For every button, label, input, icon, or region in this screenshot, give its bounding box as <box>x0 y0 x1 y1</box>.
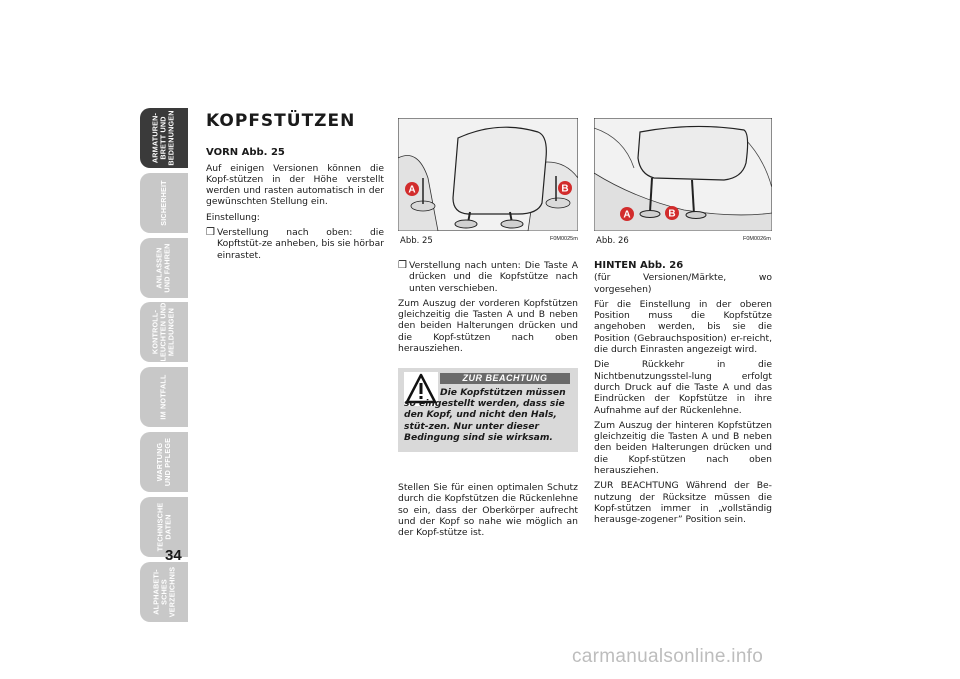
tab-label: IM NOTFALL <box>159 374 168 420</box>
figure-caption: Abb. 25 <box>400 236 433 246</box>
section-title: KOPFSTÜTZEN <box>206 111 356 131</box>
label-b: B <box>561 183 569 195</box>
paragraph: Zum Auszug der vorderen Kopfstützen gleichzeitig die Tasten A und B neben den beiden Halterungen drücken und die Kopf-stützen nach oben herausziehen. <box>398 297 578 355</box>
subsection-title: VORN Abb. 25 <box>206 147 285 159</box>
warning-heading: ZUR BEACHTUNG <box>440 373 570 384</box>
column-1 <box>206 111 384 261</box>
checkbox-bullet-icon: ❒ <box>398 260 407 271</box>
tab-wartung[interactable] <box>140 432 188 492</box>
warning-box <box>398 368 578 452</box>
paragraph: Auf einigen Versionen können die Kopf-stützen in der Höhe verstellt werden und rasten automatisch in der gewünschten Stellung ein. <box>206 162 384 208</box>
watermark: carmanualsonline.info <box>572 646 764 667</box>
figure-code: F0M0025m <box>550 236 578 242</box>
column-3 <box>594 260 772 530</box>
figure-25 <box>398 118 578 231</box>
paragraph: Zum Auszug der hinteren Kopfstützen gleichzeitig die Tasten A und B neben den beiden Halterungen drücken und die Kopf-stützen nach oben herausziehen. <box>594 419 772 477</box>
tab-verzeichnis[interactable] <box>140 562 188 622</box>
warning-body: Die Kopfstützen müssen so eingestellt werden, dass sie den Kopf, und nicht den Hals, stüt-zen. Nur unter dieser Bedingung sind sie wirksam. <box>404 387 566 443</box>
paragraph: Stellen Sie für einen optimalen Schutz durch die Kopfstützen die Rückenlehne so ein, dass der Oberkörper aufrecht und der Kopf so nahe wie möglich an der Kopf-stütze ist. <box>398 482 578 539</box>
column-2-bottom <box>398 482 578 542</box>
tab-label: KONTROLL- LEUCHTEN UND MELDUNGEN <box>151 302 177 362</box>
rear-headrest-illustration <box>594 118 772 231</box>
label-a: A <box>408 184 416 196</box>
bullet-item <box>398 260 578 294</box>
subsection-title: HINTEN Abb. 26 <box>594 260 684 271</box>
tab-anlassen[interactable] <box>140 238 188 298</box>
bullet-item <box>206 227 384 261</box>
label-a: A <box>623 209 631 221</box>
tab-kontrollleuchten[interactable] <box>140 302 188 362</box>
bullet-text: Verstellung nach oben: die Kopftstüt-ze anheben, bis sie hörbar einrastet. <box>217 227 384 261</box>
tab-armaturenbrett[interactable] <box>140 108 188 168</box>
front-headrest-illustration <box>398 118 578 231</box>
tab-label: ALPHABETI- SCHES VERZEICHNIS <box>151 566 176 617</box>
tab-im-notfall[interactable] <box>140 367 188 427</box>
figure-26 <box>594 118 772 231</box>
tab-label: SICHERHEIT <box>159 180 168 226</box>
bullet-text: Verstellung nach unten: Die Taste A drücken und die Kopfstütze nach unten verschieben. <box>409 260 578 294</box>
tab-label: ARMATUREN- BRETT UND BEDIENUNGEN <box>151 110 177 166</box>
tab-label: ANLASSEN UND FAHREN <box>155 243 172 293</box>
paragraph: Einstellung: <box>206 211 260 223</box>
column-2 <box>398 260 578 358</box>
figure-caption: Abb. 26 <box>596 236 629 246</box>
paragraph: ZUR BEACHTUNG Während der Be-nutzung der Rücksitze müssen die Kopf-stützen immer in „vollständig herausge-zogener” Position sein. <box>594 480 772 526</box>
paragraph: Die Rückkehr in die Nichtbenutzungsstel-lung erfolgt durch Druck auf die Taste A und das Eindrücken der Kopfstütze in ihre Aufnahme auf der Rückenlehne. <box>594 359 772 416</box>
paragraph: Für die Einstellung in der oberen Position muss die Kopfstütze angehoben werden, bis sie die Position (Gebrauchsposition) er-reicht, die durch Einrasten angezeigt wird. <box>594 298 772 356</box>
tab-label: TECHNISCHE DATEN <box>155 502 173 552</box>
checkbox-bullet-icon: ❒ <box>206 227 215 239</box>
page-number: 34 <box>165 547 182 564</box>
tab-sicherheit[interactable] <box>140 173 188 233</box>
figure-code: F0M0026m <box>743 236 771 242</box>
warning-text <box>404 387 572 443</box>
paragraph: (für Versionen/Märkte, wo vorgesehen) <box>594 272 772 295</box>
label-b: B <box>668 208 676 220</box>
tab-label: WARTUNG UND PFLEGE <box>155 437 173 487</box>
